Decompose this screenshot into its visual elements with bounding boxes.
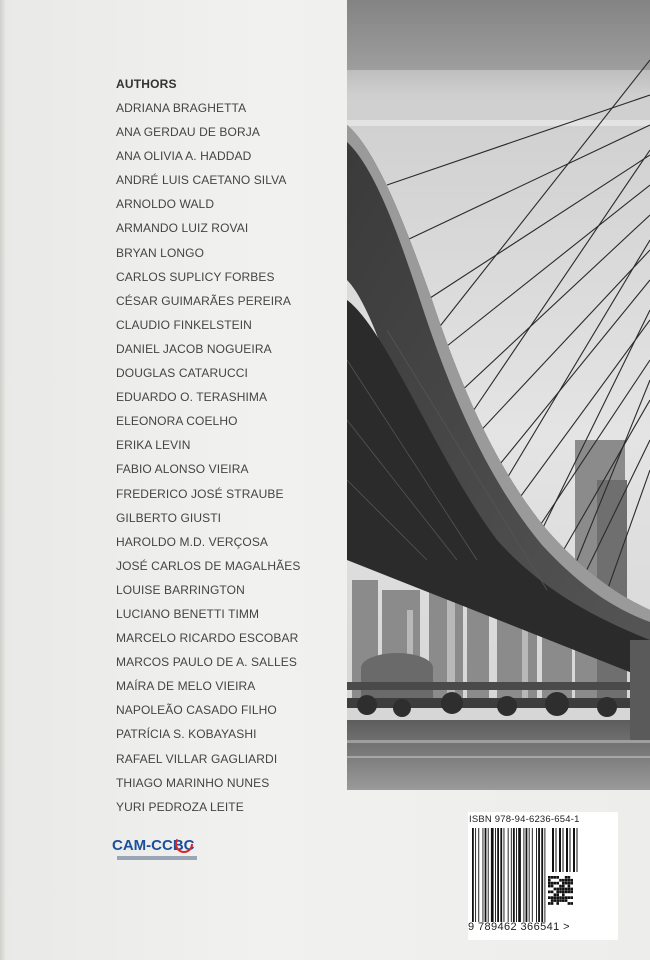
- author-name: DOUGLAS CATARUCCI: [116, 366, 248, 381]
- author-name: THIAGO MARINHO NUNES: [116, 775, 270, 790]
- author-name: ANA OLIVIA A. HADDAD: [116, 149, 252, 164]
- author-name: HAROLDO M.D. VERÇOSA: [116, 534, 269, 549]
- author-name: ELEONORA COELHO: [116, 414, 238, 429]
- author-name: ANA GERDAU DE BORJA: [116, 125, 260, 140]
- author-name: GILBERTO GIUSTI: [116, 510, 222, 525]
- author-name: ADRIANA BRAGHETTA: [116, 101, 247, 115]
- author-name: CÉSAR GUIMARÃES PEREIRA: [116, 293, 292, 308]
- author-name: PATRÍCIA S. KOBAYASHI: [116, 727, 257, 742]
- authors-list: [116, 98, 300, 821]
- author-name: BRYAN LONGO: [116, 245, 205, 260]
- author-name: NAPOLEÃO CASADO FILHO: [116, 703, 277, 718]
- author-name: ARNOLDO WALD: [116, 197, 215, 212]
- barcode-digits: 9 789462 366541 >: [468, 921, 570, 933]
- author-name: ARMANDO LUIZ ROVAI: [116, 221, 249, 236]
- author-name: DANIEL JACOB NOGUEIRA: [116, 341, 272, 356]
- author-name: RAFAEL VILLAR GAGLIARDI: [116, 751, 278, 766]
- barcode-icon: [472, 828, 580, 922]
- author-name: YURI PEDROZA LEITE: [116, 799, 244, 814]
- author-name: FABIO ALONSO VIEIRA: [116, 462, 249, 477]
- author-name: LUCIANO BENETTI TIMM: [116, 606, 260, 621]
- author-name: MARCOS PAULO DE A. SALLES: [116, 655, 298, 670]
- logo-tagline-bar: [117, 856, 197, 860]
- author-name: CARLOS SUPLICY FORBES: [116, 269, 275, 284]
- svg-text:CAM-CCBC: CAM-CCBC: [112, 837, 195, 854]
- author-name: LOUISE BARRINGTON: [116, 582, 245, 597]
- qr-code-icon: [548, 876, 574, 906]
- bridge-photo: [347, 0, 650, 790]
- author-name: ERIKA LEVIN: [116, 438, 191, 453]
- author-name: ANDRÉ LUIS CAETANO SILVA: [116, 173, 287, 188]
- authors-heading: AUTHORS: [116, 77, 177, 91]
- isbn-text: ISBN 978-94-6236-654-1: [469, 814, 580, 825]
- author-name: CLAUDIO FINKELSTEIN: [116, 317, 252, 332]
- author-name: FREDERICO JOSÉ STRAUBE: [116, 486, 284, 501]
- author-name: EDUARDO O. TERASHIMA: [116, 390, 268, 405]
- author-name: MARCELO RICARDO ESCOBAR: [116, 631, 299, 646]
- author-name: JOSÉ CARLOS DE MAGALHÃES: [116, 558, 301, 573]
- spine-edge: [0, 0, 6, 960]
- author-name: MAÍRA DE MELO VIEIRA: [116, 679, 256, 694]
